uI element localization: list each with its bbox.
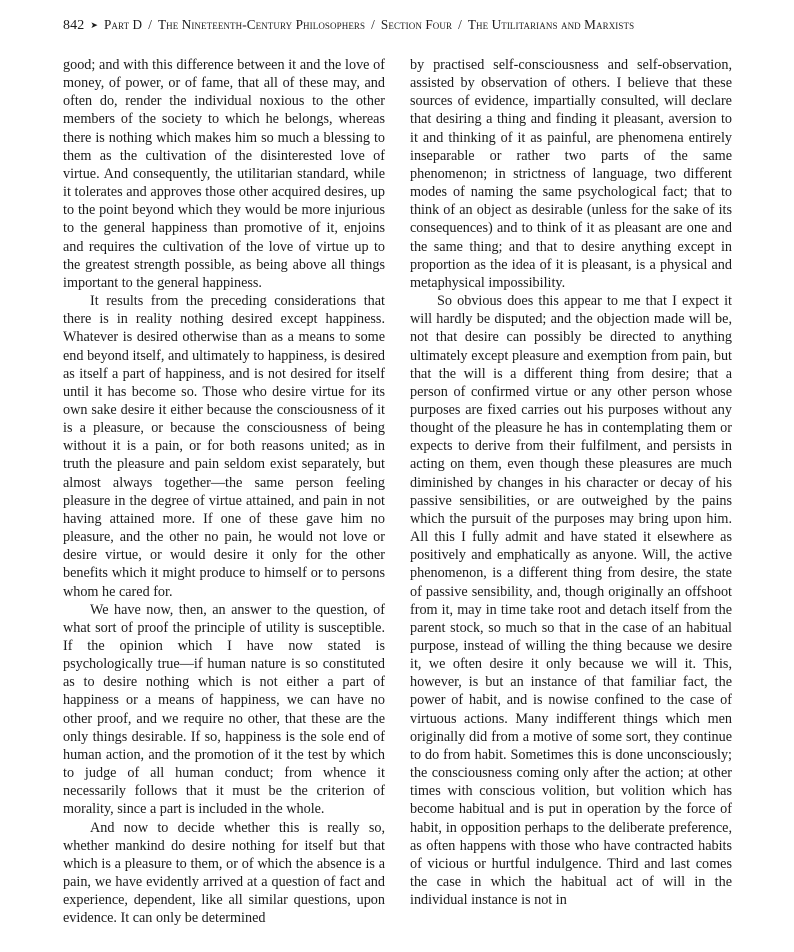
subsection-label: The Utilitarians and Marxists	[467, 17, 635, 32]
header-divider: /	[148, 17, 152, 32]
book-title: The Nineteenth-Century Philosophers	[157, 17, 366, 32]
part-label: Part D	[103, 17, 143, 32]
right-column	[410, 56, 732, 909]
section-label: Section Four	[380, 17, 453, 32]
paragraph: good; and with this difference between it and the love of money, of power, or of fame, that all of these may, and often do, render the individual noxious to the other members of the society to which he belongs, whereas there is nothing which makes him so much a blessing to them as the cultivation of the disinterested love of virtue. And consequently, the utilitarian standard, while it tolerates and approves those other acquired desires, up to the point beyond which they would be more injurious to the general happiness than promotive of it, enjoins and requires the cultivation of the love of virtue up to the greatest strength possible, as being above all things important to the general happiness.	[63, 57, 385, 291]
diamond-arrow-icon: ➤	[90, 20, 98, 30]
paragraph: We have now, then, an answer to the question, of what sort of proof the principle of utility is susceptible. If the opinion which I have now stated is psychologically true—if human nature is so constituted as to desire nothing which is not either a part of happiness or a means of happiness, we can have no other proof, and we require no other, that these are the only things desirable. If so, happiness is the sole end of human action, and the promotion of it the test by which to judge of all human conduct; from whence it necessarily follows that it must be the criterion of morality, since a part is included in the whole.	[63, 601, 385, 818]
header-divider: /	[458, 17, 462, 32]
left-column	[63, 56, 385, 928]
paragraph: And now to decide whether this is really so, whether mankind do desire nothing for itself but that which is a pleasure to them, or of which the absence is a pain, we have evidently arrived at a question of fact and experience, dependent, like all similar questions, upon evidence. It can only be determined	[63, 819, 385, 927]
page-number: 842	[63, 18, 85, 33]
paragraph: by practised self-consciousness and self-observation, assisted by observation of others. I believe that these sources of evidence, impartially consulted, will declare that desiring a thing and finding it pleasant, aversion to it and thinking of it as painful, are phenomena entirely inseparable or rather two parts of the same phenomenon; in strictness of language, two different modes of naming the same psychological fact; that to think of an object as desirable (unless for the sake of its consequences) and to think of it as pleasant are one and the same thing; and that to desire anything except in proportion as the idea of it is pleasant, is a physical and metaphysical impossibility.	[410, 57, 732, 291]
header-divider: /	[371, 17, 375, 32]
paragraph: It results from the preceding considerations that there is in reality nothing desired except happiness. Whatever is desired otherwise than as a means to some end beyond itself, and ultimately to happiness, is desired as itself a part of happiness, and is not desired for itself until it has become so. Those who desire virtue for its own sake desire it either because the consciousness of it is a pleasure, or because the consciousness of being without it is a pain, or for both reasons united; as in truth the pleasure and pain seldom exist separately, but almost always together—the same person feeling pleasure in the degree of virtue attained, and pain in not having attained more. If one of these gave him no pleasure, and the other no pain, he would not love or desire virtue, or would desire it only for the other benefits which it might produce to himself or to persons whom he cared for.	[63, 293, 385, 600]
running-header	[63, 17, 743, 39]
paragraph: So obvious does this appear to me that I expect it will hardly be disputed; and the objection made will be, not that desire can possibly be directed to anything ultimately except pleasure and exemption from pain, but that the will is a different thing from desire; that a person of confirmed virtue or any other person whose purposes are fixed carries out his purposes without any thought of the pleasure he has in contemplating them or expects to derive from their fulfilment, and persists in acting on them, even though these pleasures are much diminished by changes in his character or decay of his passive sensibilities, or are outweighed by the pains which the pursuit of the purposes may bring upon him. All this I fully admit and have stated it elsewhere as positively and emphatically as anyone. Will, the active phenomenon, is a different thing from desire, the state of passive sensibility, and, though originally an offshoot from it, may in time take root and detach itself from the parent stock, so much so that in the case of an habitual purpose, instead of willing the thing because we desire it, we often desire it only because we will it. This, however, is but an instance of that familiar fact, the power of habit, and is nowise confined to the case of virtuous actions. Many indifferent things which men originally did from a motive of some sort, they continue to do from habit. Sometimes this is done unconsciously; the consciousness coming only after the action; at other times with conscious volition, but volition which has become habitual and is put in operation by the force of habit, in opposition perhaps to the deliberate preference, as often happens with those who have contracted habits of vicious or hurtful indulgence. Third and last comes the case in which the habitual act of will in the individual instance is not in	[410, 293, 732, 909]
